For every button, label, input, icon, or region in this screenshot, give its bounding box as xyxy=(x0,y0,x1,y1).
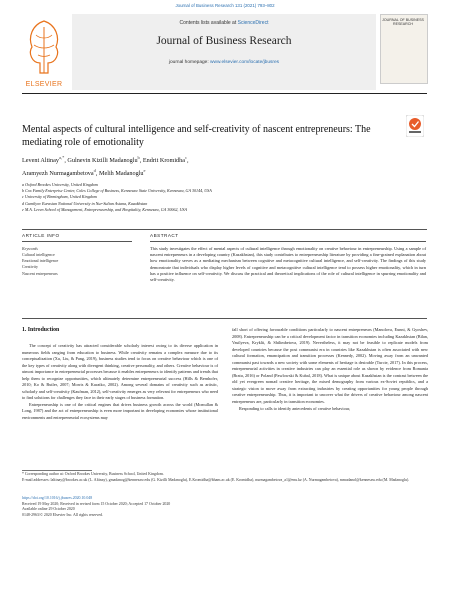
keyword: Emotional intelligence xyxy=(22,258,59,264)
copyright: 0148-2963/© 2020 Elsevier Inc. All rights reserved. xyxy=(22,512,103,517)
keyword: Creativity xyxy=(22,264,38,270)
author-name[interactable]: , Gulnevin Kizilli Madanoglu xyxy=(64,157,138,165)
header-rule xyxy=(22,93,427,94)
journal-title: Journal of Business Research xyxy=(156,35,292,47)
publisher-name: ELSEVIER xyxy=(25,81,63,88)
info-rule-top xyxy=(22,229,427,230)
email-addresses: E-mail addresses: laltinay@brookes.ac.uk (L. Altinay), gmadanog@kennesaw.edu (G. Kizilli Madanoglu), E.Kromidha@bham.ac.uk (E. Kromidha), nurmagambetova_a1@enu.kz (A. Nurmagambetova), mmadanol@kennesaw.edu (M. Madanoglu). xyxy=(22,477,410,482)
paragraph: The concept of creativity has attracted considerable scholarly interest owing to its diverse application in numerous fields ranging from education to business. While creativity remains a complex measure due to its conceptualization (Xu, Liu, & Pang, 2019), business studies tend to focus on creative behaviour which is one of the key types of creativity along with divergent thinking, creative personality, and others. Creative behaviour is of utmost importance in entrepreneurial processes because it enables entrepreneurs to identify patterns and trends that help them to recognize opportunities, which ultimately determine entrepreneurial success (Hills & Bernhofer, 2010; Ko & Butler, 2007; Morris & Kuratko, 2002). Among several domains of creativity such as artistic, scholarly and self-creativity (Kaufman, 2012), self-creativity emerges as very relevant for entrepreneurs who need to find solutions for challenges they face in their early stages of business formation. xyxy=(22,343,218,401)
footnote-rule xyxy=(22,470,92,471)
running-header: Journal of Business Research 131 (2021) 793–802 xyxy=(175,3,275,8)
affiliations xyxy=(22,182,422,213)
body-column-right xyxy=(232,327,428,412)
doi-link[interactable]: https://doi.org/10.1016/j.jbusres.2020.10.048 xyxy=(22,496,93,500)
article-title: Mental aspects of cultural intelligence and self-creativity of nascent entrepreneurs: The mediating role of emotionality xyxy=(22,124,371,148)
affiliation: d Gumilyov Eurasian National University in Nur-Sultan Astana, Kazakhstan xyxy=(22,200,148,206)
cover-title: JOURNAL OF BUSINESS RESEARCH xyxy=(382,18,424,26)
author-separator: , xyxy=(187,157,189,165)
homepage-prefix: journal homepage: xyxy=(168,60,209,65)
author-marker: d xyxy=(93,168,96,174)
author-marker: c xyxy=(185,155,187,160)
doi-block xyxy=(22,496,427,518)
author-name[interactable]: , Melih Madanoglu xyxy=(95,170,144,178)
paragraph: Responding to calls to identify antecedents of creative behaviour, xyxy=(239,405,351,411)
author-list xyxy=(22,153,412,179)
author-name[interactable]: Aramyezh Nurmagambetova xyxy=(22,170,94,178)
affiliation: a Oxford Brookes University, United Kingdom xyxy=(22,182,98,187)
corresponding-author-note: * Corresponding author at: Oxford Brookes University, Business School, United Kingdom. xyxy=(22,472,164,476)
abstract-heading: ABSTRACT xyxy=(150,233,179,238)
section-heading-introduction: 1. Introduction xyxy=(22,327,60,333)
homepage-line xyxy=(72,60,376,65)
author-name[interactable]: , Endrit Kromidha xyxy=(139,157,185,165)
article-info-heading: ARTICLE INFO xyxy=(22,233,60,238)
abstract-text: This study investigates the effect of mental aspects of cultural intelligence through emotionality on creative behaviour in entrepreneurship. Using a sample of nascent entrepreneurs in a developing country (Kazakhstan), this study contributes to entrepreneurship literature by providing a fine-grained explanation about how emotionality serves as a mediating mechanism between cognitive and metacognitive cultural intelligence, and self-creativity. The findings of this study demonstrate that individuals who display higher levels of cognitive and metacognitive cultural intelligence tend to possess higher emotionality, which in turn has a positive influence on self-creativity. We discuss the practical and theoretical implications of the role of cultural intelligence in spurring emotionality and self-creativity. xyxy=(150,246,426,283)
affiliation: c University of Birmingham, United Kingdom xyxy=(22,194,97,200)
elsevier-tree-logo xyxy=(22,15,66,79)
contents-prefix: Contents lists available at xyxy=(179,20,237,26)
paragraph: fall short of offering favourable conditions particularly to nascent entrepreneurs (Manolova, Eunni, & Gyoshev, 2008). Entrepreneurship can be a critical development factor in transition economies including Kazakhstan (Bilan, Vasilyeva, Kryklii, & Shilimbetova, 2019). Nevertheless, it may not be feasible to replicate models from developed countries because the post communist era in countries like Kazakhstan is often associated with new cultural formation, emancipation and transition processes (Kennedy, 2002). Moving away from an unwanted communist past towards a new society with some elements of heritage is desirable (Turcie, 2017). In this process, entrepreneurial activities in creative industries can play an essential role as shown by evidence from Romania (Bratu, 2016) or Poland (Pawlowski & Kubal, 2018). What is unique about Kazakhstan is the contrast between the old yet evergreen nomad creative heritage, the mixed demography from various ex-Soviet republics, and a strategic vision to move away from extracting industries by creating opportunities for young people through creative entrepreneurship. Thus, it is important to uncover what the drivers of creative behaviour among nascent entrepreneurs are, particularly in transition economies. xyxy=(232,327,428,405)
author-marker: e xyxy=(143,168,146,174)
keyword: Cultural intelligence xyxy=(22,252,55,257)
body-column-left xyxy=(22,343,218,422)
info-rule-left xyxy=(22,241,132,242)
author-line-2 xyxy=(22,166,412,179)
homepage-link[interactable]: www.elsevier.com/locate/jbusres xyxy=(210,60,280,65)
footnote xyxy=(22,472,427,483)
keywords-list xyxy=(22,252,132,277)
author-marker: b xyxy=(137,155,140,160)
paragraph: Entrepreneurship is one of the critical engines that drives business growth across the world (Mcmullan & Long, 1987) and the act of entrepreneurship is even more important in developing economies whose institutional environments and entrepreneurial ecosystems may xyxy=(22,401,218,421)
affiliation: e M.A. Leven School of Management, Entrepreneurship, and Hospitality, Kennesaw, GA 30062, USA xyxy=(22,206,187,212)
author-name[interactable]: Levent Altinay xyxy=(22,157,59,165)
contents-line xyxy=(72,20,376,26)
received-dates: Received 19 May 2020; Received in revised form 15 October 2020; Accepted 17 October 2020 xyxy=(22,501,171,506)
affiliation: b Cox Family Enterprise Center, Coles College of Business, Kennesaw State University, Kennesaw, GA 30144, USA xyxy=(22,188,212,194)
online-date: Available online 29 October 2020 xyxy=(22,507,75,512)
keywords-label: Keywords xyxy=(22,246,38,251)
info-rule-right xyxy=(150,241,426,242)
keyword: Nascent entrepreneurs xyxy=(22,270,58,276)
author-marker: a,* xyxy=(58,155,65,160)
crossmark-icon[interactable] xyxy=(406,115,424,137)
abstract-rule-bottom xyxy=(22,318,427,319)
author-line-1 xyxy=(22,153,412,166)
sciencedirect-link[interactable]: ScienceDirect xyxy=(237,20,269,26)
